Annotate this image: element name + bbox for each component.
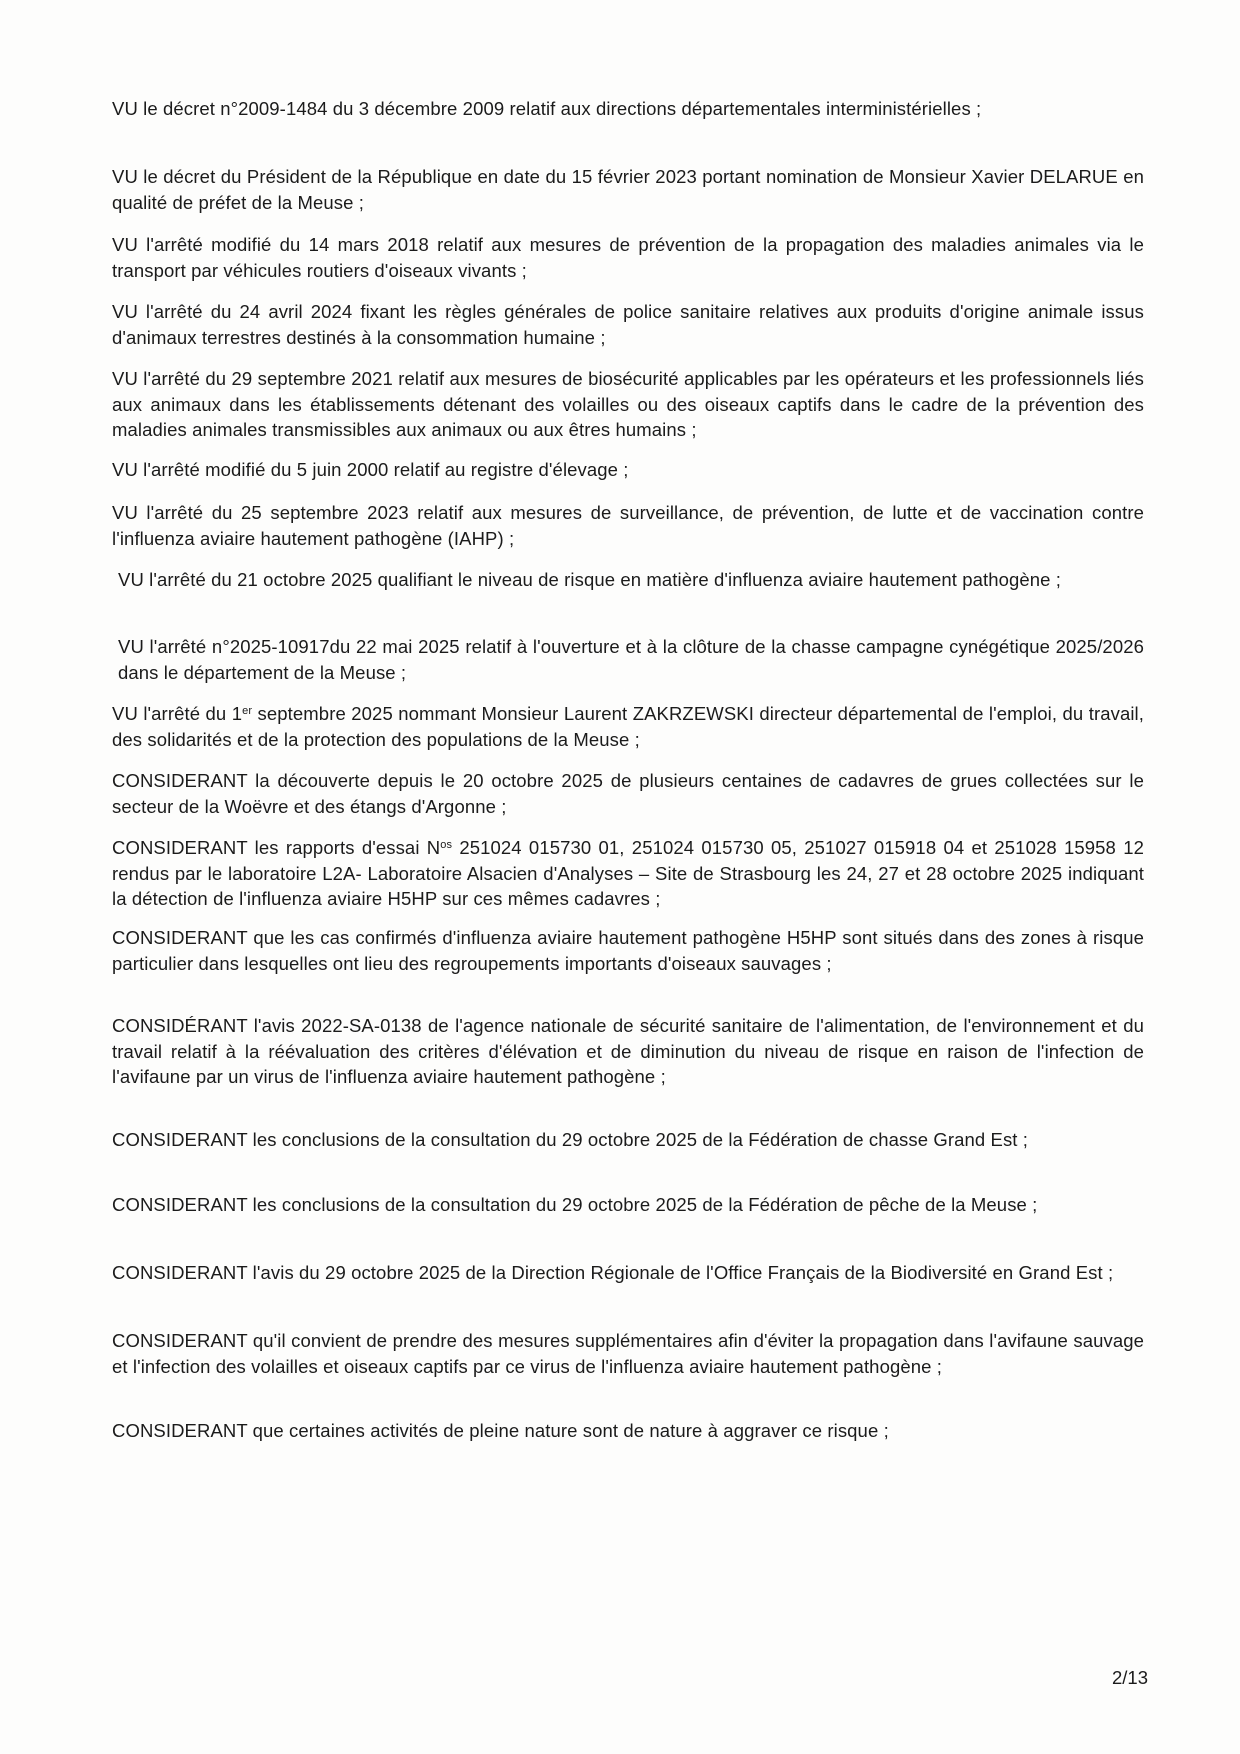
page-number: 2/13 <box>1111 1667 1148 1688</box>
paragraph-considerant-decouverte: CONSIDERANT la découverte depuis le 20 octobre 2025 de plusieurs centaines de cadavres de grues collectées sur le secteur de la Woëvre et des étangs d'Argonne ; <box>112 770 1144 817</box>
paragraph-considerant-rapports <box>112 835 1144 912</box>
paragraph-vu-decret-2009: VU le décret n°2009-1484 du 3 décembre 2009 relatif aux directions départementales interministérielles ; <box>112 98 982 119</box>
paragraph-text-before: VU l'arrêté du 1 <box>112 703 243 724</box>
superscript: os <box>440 839 453 851</box>
paragraph-vu-decret-president: VU le décret du Président de la République en date du 15 février 2023 portant nomination de Monsieur Xavier DELARUE en qualité de préfet de la Meuse ; <box>112 166 1144 213</box>
paragraph-text-after: septembre 2025 nommant Monsieur Laurent ZAKRZEWSKI directeur départemental de l'emploi, du travail, des solidarités et de la protection des populations de la Meuse ; <box>112 703 1144 750</box>
paragraph-text-before: CONSIDERANT les rapports d'essai N <box>112 837 441 858</box>
paragraph-considerant-federation-chasse: CONSIDERANT les conclusions de la consultation du 29 octobre 2025 de la Fédération de chasse Grand Est ; <box>112 1129 1029 1150</box>
paragraph-vu-arrete-2023: VU l'arrêté du 25 septembre 2023 relatif aux mesures de surveillance, de prévention, de lutte et de vaccination contre l'influenza aviaire hautement pathogène (IAHP) ; <box>112 502 1144 549</box>
paragraph-vu-arrete-octobre-2025: VU l'arrêté du 21 octobre 2025 qualifiant le niveau de risque en matière d'influenza aviaire hautement pathogène ; <box>118 569 1062 590</box>
paragraph-vu-arrete-2021: VU l'arrêté du 29 septembre 2021 relatif aux mesures de biosécurité applicables par les opérateurs et les professionnels liés aux animaux dans les établissements détenant des volailles ou des oiseaux captifs dans le cadre de la prévention des maladies animales transmissibles aux animaux ou aux êtres humains ; <box>112 368 1144 440</box>
paragraph-vu-arrete-chasse: VU l'arrêté n°2025-10917du 22 mai 2025 relatif à l'ouverture et à la clôture de la chasse campagne cynégétique 2025/2026 dans le département de la Meuse ; <box>118 636 1144 683</box>
paragraph-vu-arrete-2024: VU l'arrêté du 24 avril 2024 fixant les règles générales de police sanitaire relatives aux produits d'origine animale issus d'animaux terrestres destinés à la consommation humaine ; <box>112 301 1144 348</box>
paragraph-vu-arrete-nomination <box>112 701 1144 752</box>
paragraph-considerant-federation-peche: CONSIDERANT les conclusions de la consultation du 29 octobre 2025 de la Fédération de pêche de la Meuse ; <box>112 1194 1038 1215</box>
paragraph-considerant-activites: CONSIDERANT que certaines activités de pleine nature sont de nature à aggraver ce risque ; <box>112 1420 889 1441</box>
paragraph-considerant-mesures: CONSIDERANT qu'il convient de prendre des mesures supplémentaires afin d'éviter la propagation dans l'avifaune sauvage et l'infection des volailles et oiseaux captifs par ce virus de l'influenza aviaire hautement pathogène ; <box>112 1330 1144 1377</box>
superscript: er <box>242 705 253 717</box>
paragraph-considerant-cas-confirmes: CONSIDERANT que les cas confirmés d'influenza aviaire hautement pathogène H5HP sont situés dans des zones à risque particulier dans lesquelles ont lieu des regroupements importants d'oiseaux sauvages ; <box>112 927 1144 974</box>
paragraph-vu-arrete-2000: VU l'arrêté modifié du 5 juin 2000 relatif au registre d'élevage ; <box>112 459 629 480</box>
paragraph-text-after: 251024 015730 01, 251024 015730 05, 251027 015918 04 et 251028 15958 12 rendus par le laboratoire L2A- Laboratoire Alsacien d'Analyses – Site de Strasbourg les 24, 27 et 28 octobre 2025 indiquant la détection de l'influenza aviaire H5HP sur ces mêmes cadavres ; <box>112 837 1144 909</box>
paragraph-considerant-avis-anses: CONSIDÉRANT l'avis 2022-SA-0138 de l'agence nationale de sécurité sanitaire de l'alimentation, de l'environnement et du travail relatif à la réévaluation des critères d'élévation et de diminution du niveau de risque en raison de l'infection de l'avifaune par un virus de l'influenza aviaire hautement pathogène ; <box>112 1015 1144 1087</box>
paragraph-considerant-ofb: CONSIDERANT l'avis du 29 octobre 2025 de la Direction Régionale de l'Office Français de la Biodiversité en Grand Est ; <box>112 1262 1114 1283</box>
paragraph-vu-arrete-2018: VU l'arrêté modifié du 14 mars 2018 relatif aux mesures de prévention de la propagation des maladies animales via le transport par véhicules routiers d'oiseaux vivants ; <box>112 234 1144 281</box>
